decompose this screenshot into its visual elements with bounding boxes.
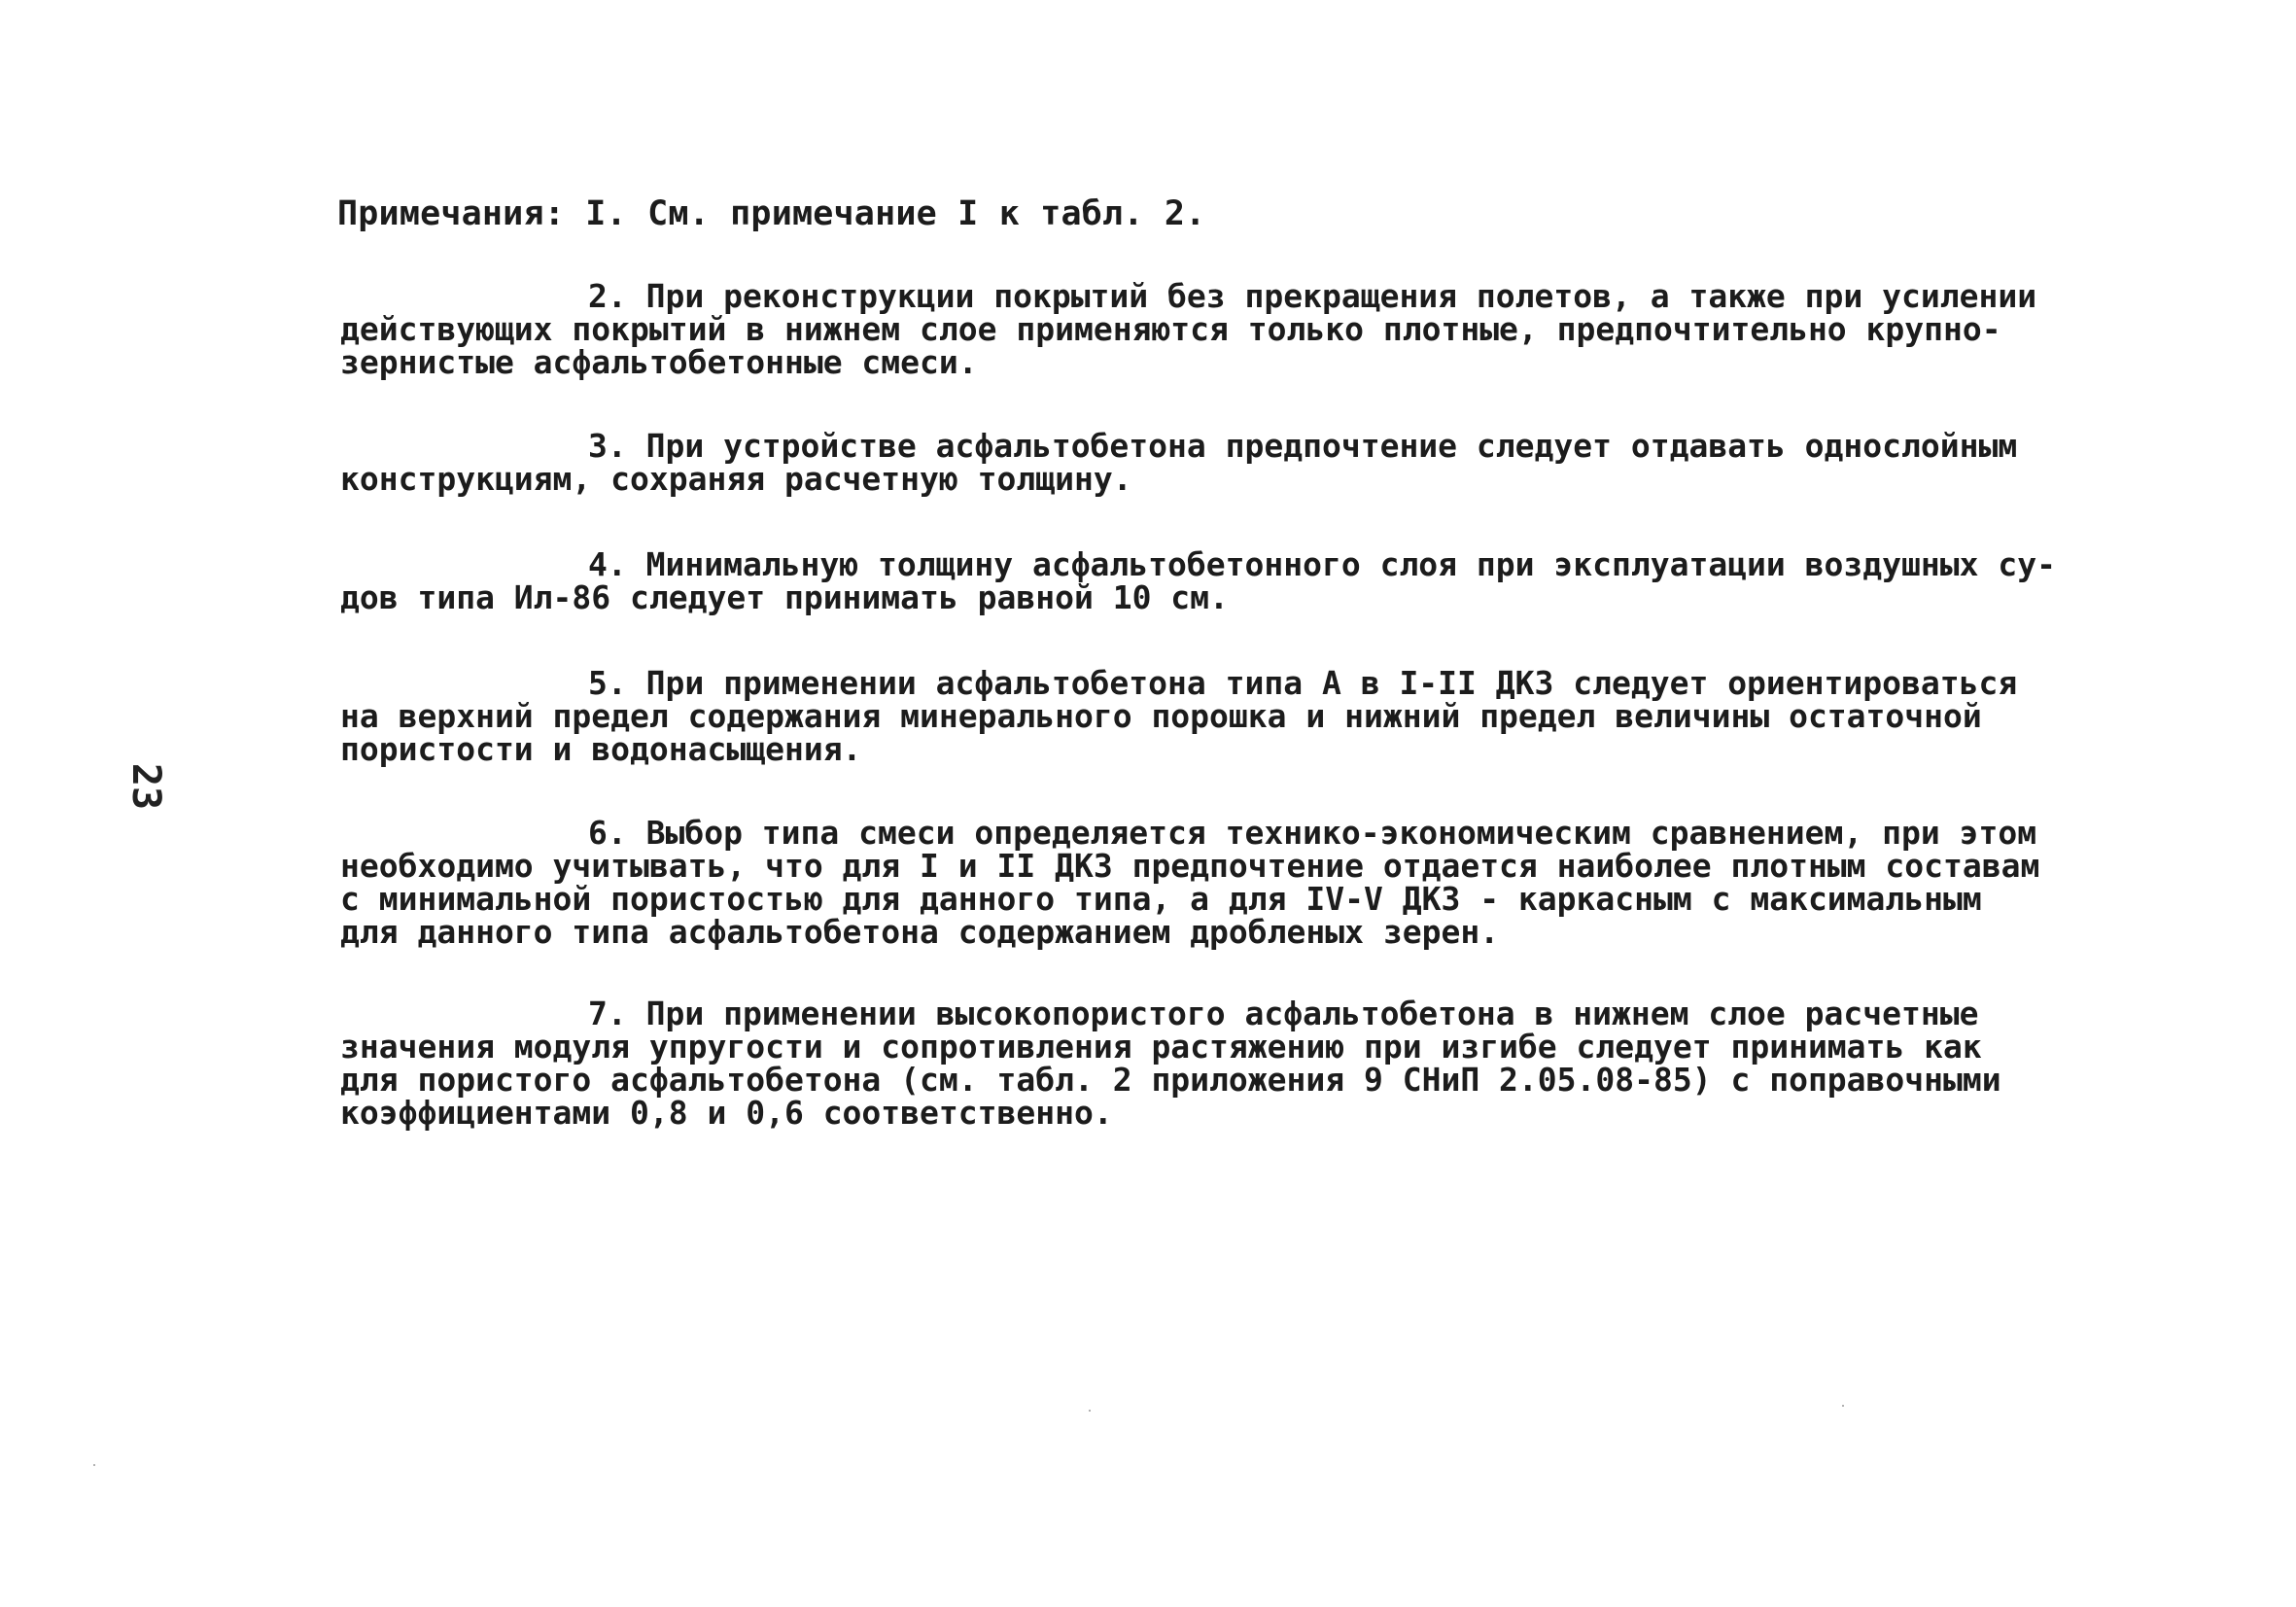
note-4 — [340, 545, 2168, 616]
note-line: действующих покрытий в нижнем слое применяются только плотные, предпочтительно крупно- — [340, 310, 2001, 348]
note-2 — [340, 277, 2168, 381]
note-line: зернистые асфальтобетонные смеси. — [340, 343, 978, 381]
note-6 — [340, 814, 2168, 951]
notes-heading: Примечания: I. См. примечание I к табл. 2. — [337, 194, 1206, 233]
note-line: 6. Выбор типа смеси определяется технико-экономическим сравнением, при этом — [588, 814, 2037, 852]
note-line: для данного типа асфальтобетона содержанием дробленых зерен. — [340, 913, 1500, 951]
note-line: с минимальной пористостью для данного типа, а для IV-V ДКЗ - каркасным с максимальным — [340, 880, 1982, 918]
note-line: 7. При применении высокопористого асфальтобетона в нижнем слое расчетные — [588, 995, 1979, 1032]
note-line: пористости и водонасыщения. — [340, 730, 862, 768]
note-line: конструкциям, сохраняя расчетную толщину. — [340, 460, 1132, 498]
note-line: значения модуля упругости и сопротивления растяжению при изгибе следует принимать как — [340, 1028, 1982, 1066]
note-line: 5. При применении асфальтобетона типа А в I-II ДКЗ следует ориентироваться — [588, 664, 2018, 702]
note-5 — [340, 664, 2168, 768]
note-line: 4. Минимальную толщину асфальтобетонного слоя при эксплуатации воздушных су- — [588, 545, 2056, 583]
scan-speck — [1089, 1410, 1091, 1412]
page-number: 23 — [123, 762, 169, 811]
note-line: 3. При устройстве асфальтобетона предпочтение следует отдавать однослойным — [588, 427, 2018, 465]
note-line: коэффициентами 0,8 и 0,6 соответственно. — [340, 1094, 1113, 1132]
note-line: необходимо учитывать, что для I и II ДКЗ предпочтение отдается наиболее плотным составам — [340, 847, 2040, 885]
note-line: дов типа Ил-86 следует принимать равной 10 см. — [340, 578, 1229, 616]
note-line: на верхний предел содержания минерального порошка и нижний предел величины остаточной — [340, 697, 1982, 735]
note-line: для пористого асфальтобетона (см. табл. 2 приложения 9 СНиП 2.05.08-85) с поправочными — [340, 1061, 2001, 1099]
scan-speck — [93, 1464, 95, 1466]
note-line: 2. При реконструкции покрытий без прекращения полетов, а также при усилении — [588, 277, 2037, 315]
note-7 — [340, 997, 2168, 1130]
note-3 — [340, 427, 2168, 498]
scan-speck — [1842, 1405, 1844, 1407]
